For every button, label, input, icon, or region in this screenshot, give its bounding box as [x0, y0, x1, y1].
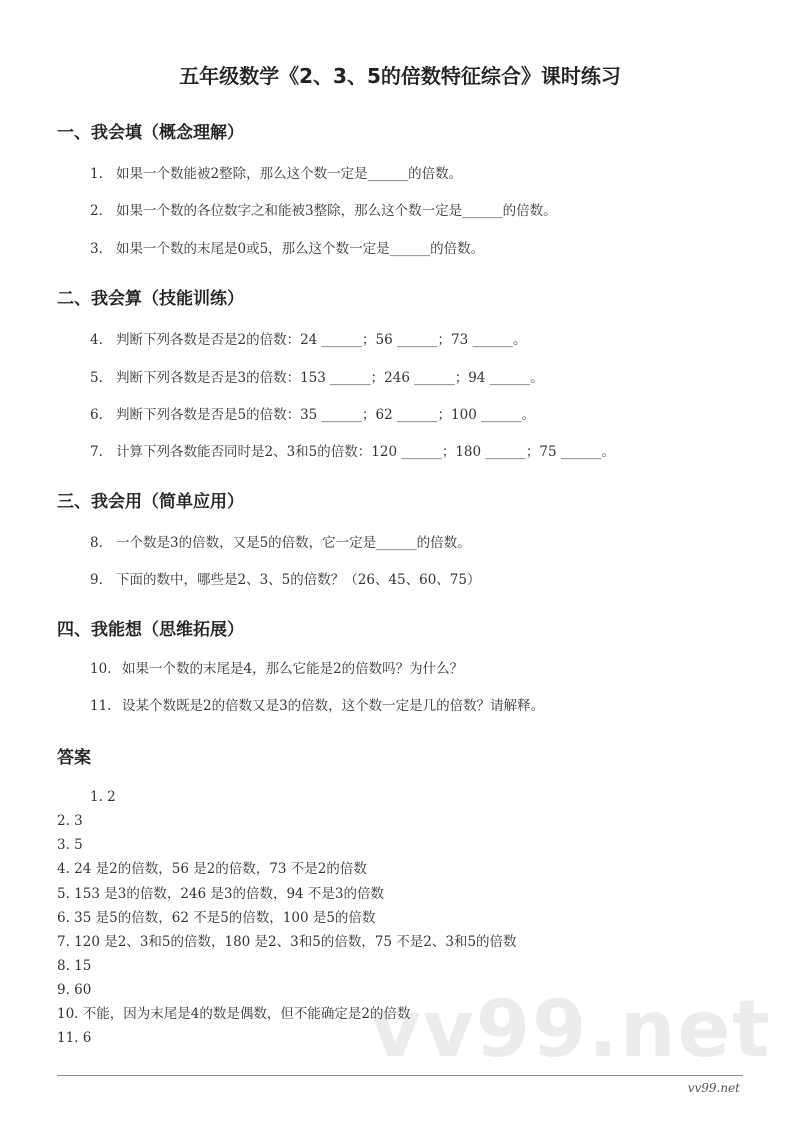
question-number: 5.: [90, 370, 103, 386]
answer-8: 8. 15: [57, 958, 92, 974]
question-text: 设某个数既是2的倍数又是3的倍数，这个数一定是几的倍数？请解释。: [122, 698, 545, 714]
question-text: 判断下列各数是否是2的倍数：24 ______；56 ______；73 ______。: [116, 332, 527, 348]
question-5: [90, 368, 544, 388]
section-heading-3: 三、我会用（简单应用）: [57, 492, 244, 512]
question-text: 如果一个数的各位数字之和能被3整除，那么这个数一定是______的倍数。: [116, 203, 557, 219]
question-3: [90, 239, 484, 259]
answer-4: 4. 24 是2的倍数，56 是2的倍数，73 不是2的倍数: [57, 861, 367, 877]
question-number: 4.: [90, 332, 103, 348]
question-text: 判断下列各数是否是5的倍数：35 ______；62 ______；100 ______。: [116, 407, 536, 423]
answers-heading: 答案: [57, 748, 91, 768]
watermark: vv99.net: [370, 985, 772, 1075]
question-text: 下面的数中，哪些是2、3、5的倍数？（26、45、60、75）: [116, 572, 481, 588]
question-6: [90, 405, 535, 425]
question-8: [90, 533, 471, 553]
question-number: 2.: [90, 203, 103, 219]
question-text: 如果一个数能被2整除，那么这个数一定是______的倍数。: [116, 166, 463, 182]
question-7: [90, 442, 615, 462]
question-text: 如果一个数的末尾是4，那么它能是2的倍数吗？为什么？: [122, 661, 464, 677]
question-9: [90, 570, 480, 590]
question-number: 1.: [90, 166, 103, 182]
section-heading-4: 四、我能想（思维拓展）: [57, 620, 244, 640]
question-number: 6.: [90, 407, 103, 423]
footer-divider: [57, 1075, 743, 1076]
question-number: 11.: [90, 698, 112, 714]
question-1: [90, 164, 462, 184]
answer-1: 1. 2: [90, 789, 116, 805]
question-number: 9.: [90, 572, 103, 588]
question-4: [90, 330, 527, 350]
answer-5: 5. 153 是3的倍数，246 是3的倍数，94 不是3的倍数: [57, 886, 385, 902]
question-text: 如果一个数的末尾是0或5，那么这个数一定是______的倍数。: [116, 241, 485, 257]
footer-site: vv99.net: [687, 1081, 740, 1095]
answer-11: 11. 6: [57, 1030, 92, 1046]
question-text: 计算下列各数能否同时是2、3和5的倍数：120 ______；180 ______；75 ______。: [116, 444, 615, 460]
question-10: [90, 659, 463, 679]
question-text: 判断下列各数是否是3的倍数：153 ______；246 ______；94 ______。: [116, 370, 544, 386]
question-number: 10.: [90, 661, 112, 677]
question-number: 8.: [90, 535, 103, 551]
question-text: 一个数是3的倍数，又是5的倍数，它一定是______的倍数。: [116, 535, 471, 551]
section-heading-1: 一、我会填（概念理解）: [57, 123, 244, 143]
answer-3: 3. 5: [57, 837, 83, 853]
section-heading-2: 二、我会算（技能训练）: [57, 289, 244, 309]
answer-9: 9. 60: [57, 982, 92, 998]
question-number: 7.: [90, 444, 103, 460]
question-11: [90, 696, 544, 716]
question-2: [90, 201, 557, 221]
answer-10: 10. 不能，因为末尾是4的数是偶数，但不能确定是2的倍数: [57, 1006, 411, 1022]
page-title: 五年级数学《2、3、5的倍数特征综合》课时练习: [179, 64, 621, 88]
answer-7: 7. 120 是2、3和5的倍数，180 是2、3和5的倍数，75 不是2、3和5的倍数: [57, 934, 517, 950]
answer-6: 6. 35 是5的倍数，62 不是5的倍数，100 是5的倍数: [57, 910, 376, 926]
question-number: 3.: [90, 241, 103, 257]
answer-2: 2. 3: [57, 813, 83, 829]
